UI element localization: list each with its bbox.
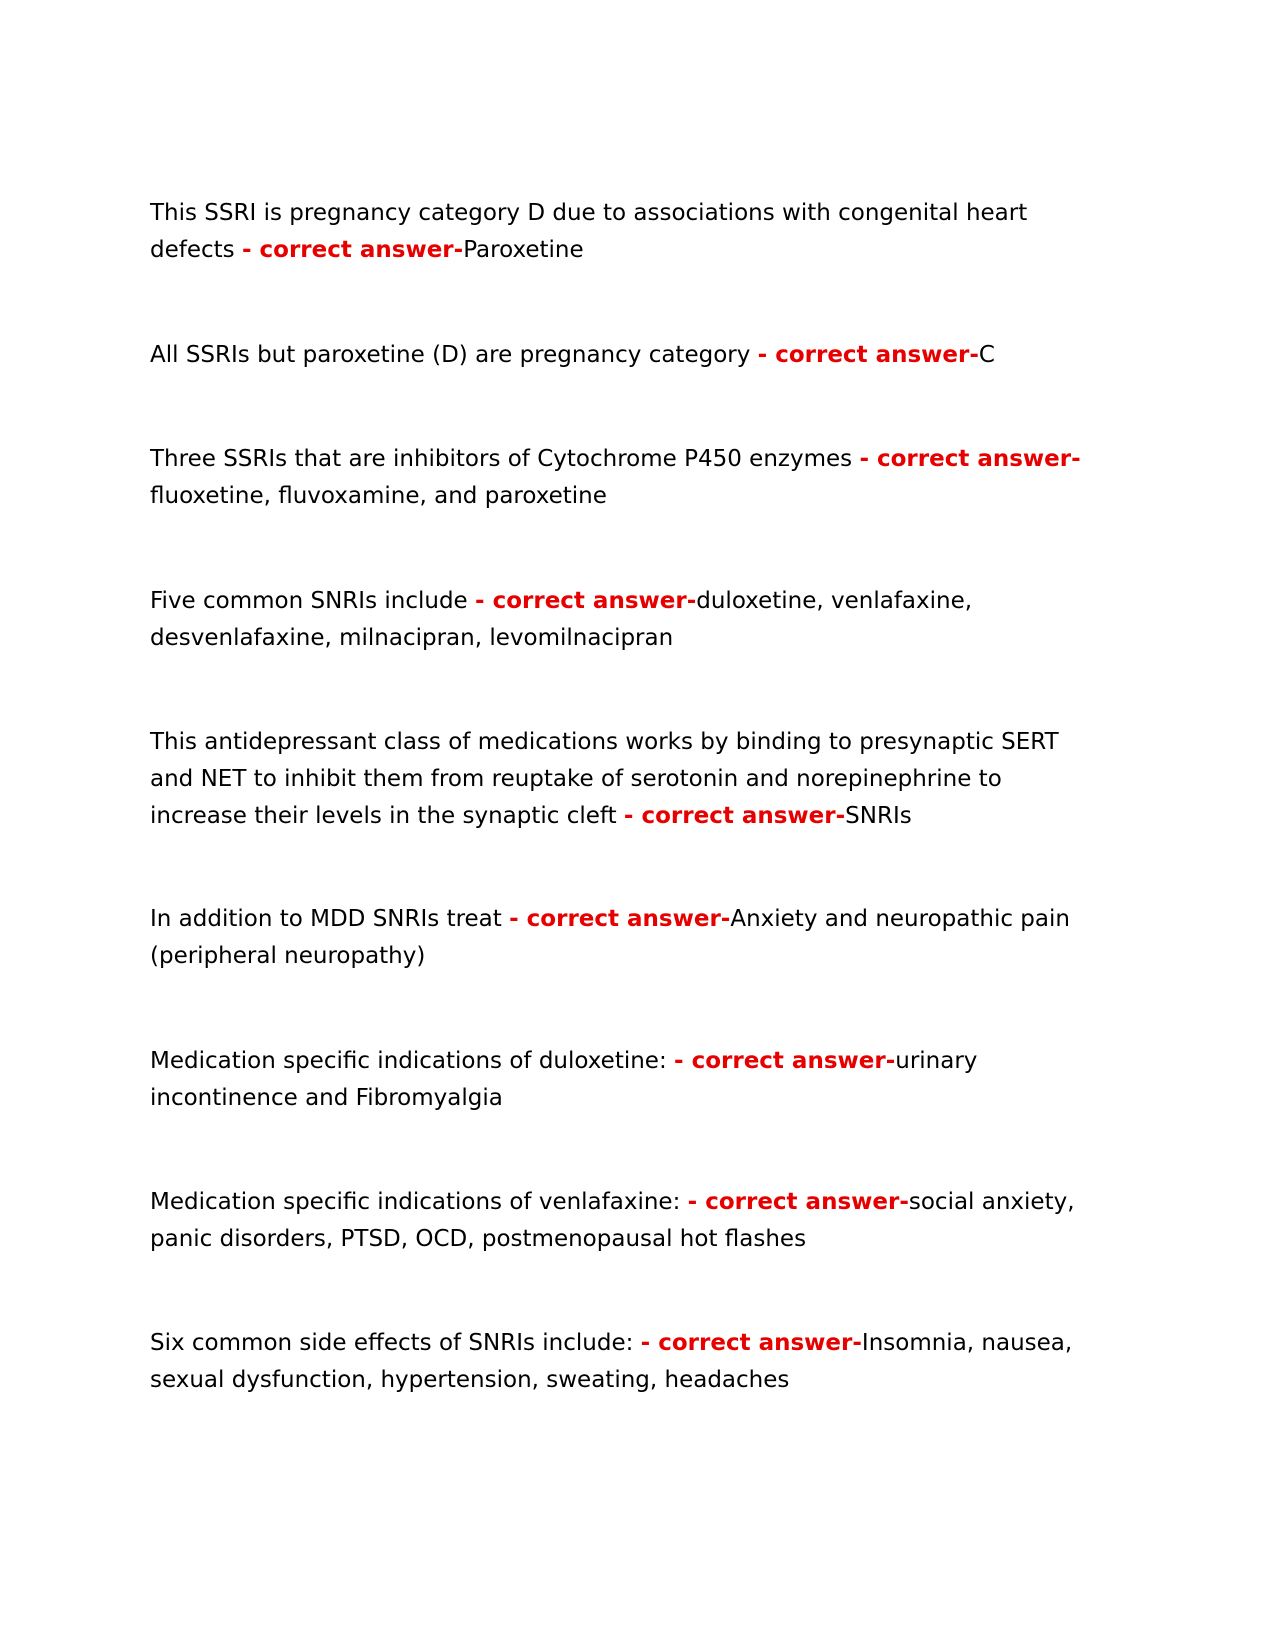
question-text: This SSRI is pregnancy category D due to associations with congenital heart defects: [150, 200, 1028, 263]
question-text: Five common SNRIs include: [150, 588, 476, 614]
answer-text: Paroxetine: [463, 237, 584, 263]
correct-answer-separator: - correct answer-: [687, 1189, 909, 1215]
correct-answer-separator: - correct answer-: [859, 446, 1081, 472]
correct-answer-separator: - correct answer-: [640, 1330, 862, 1356]
correct-answer-separator: - correct answer-: [757, 342, 979, 368]
qa-item: [150, 583, 1090, 657]
question-text: All SSRIs but paroxetine (D) are pregnancy category: [150, 342, 758, 368]
question-text: This antidepressant class of medications works by binding to presynaptic SERT and NET to inhibit them from reuptake of serotonin and norepinephrine to increase their levels in the synaptic cleft: [150, 729, 1059, 829]
correct-answer-separator: - correct answer-: [623, 803, 846, 829]
question-text: Three SSRIs that are inhibitors of Cytochrome P450 enzymes: [150, 446, 860, 472]
question-text: Six common side effects of SNRIs include:: [150, 1330, 641, 1356]
answer-text: Insomnia, nausea, sexual dysfunction, hypertension, sweating, headaches: [150, 1330, 1073, 1393]
correct-answer-separator: - correct answer-: [509, 906, 731, 932]
question-text: In addition to MDD SNRIs treat: [150, 906, 510, 932]
correct-answer-separator: - correct answer-: [674, 1048, 896, 1074]
qa-item: [150, 1184, 1090, 1258]
correct-answer-separator: - correct answer-: [475, 588, 697, 614]
answer-text: Anxiety and neuropathic pain (peripheral neuropathy): [150, 906, 1070, 969]
qa-item: [150, 901, 1090, 975]
qa-item: [150, 441, 1090, 515]
qa-item: [150, 195, 1090, 269]
answer-text: urinary incontinence and Fibromyalgia: [150, 1048, 978, 1111]
answer-text: social anxiety, panic disorders, PTSD, OCD, postmenopausal hot flashes: [150, 1189, 1075, 1252]
answer-text: SNRIs: [845, 803, 912, 829]
answer-text: fluoxetine, fluvoxamine, and paroxetine: [150, 483, 607, 509]
qa-item: [150, 1043, 1090, 1117]
qa-item: [150, 337, 1090, 374]
qa-item: [150, 1325, 1090, 1399]
answer-text: duloxetine, venlafaxine, desvenlafaxine, milnacipran, levomilnacipran: [150, 588, 973, 651]
correct-answer-separator: - correct answer-: [241, 237, 464, 263]
qa-item: [150, 724, 1090, 835]
answer-text: C: [978, 342, 995, 368]
question-text: Medication specific indications of venlafaxine:: [150, 1189, 688, 1215]
question-text: Medication specific indications of duloxetine:: [150, 1048, 675, 1074]
